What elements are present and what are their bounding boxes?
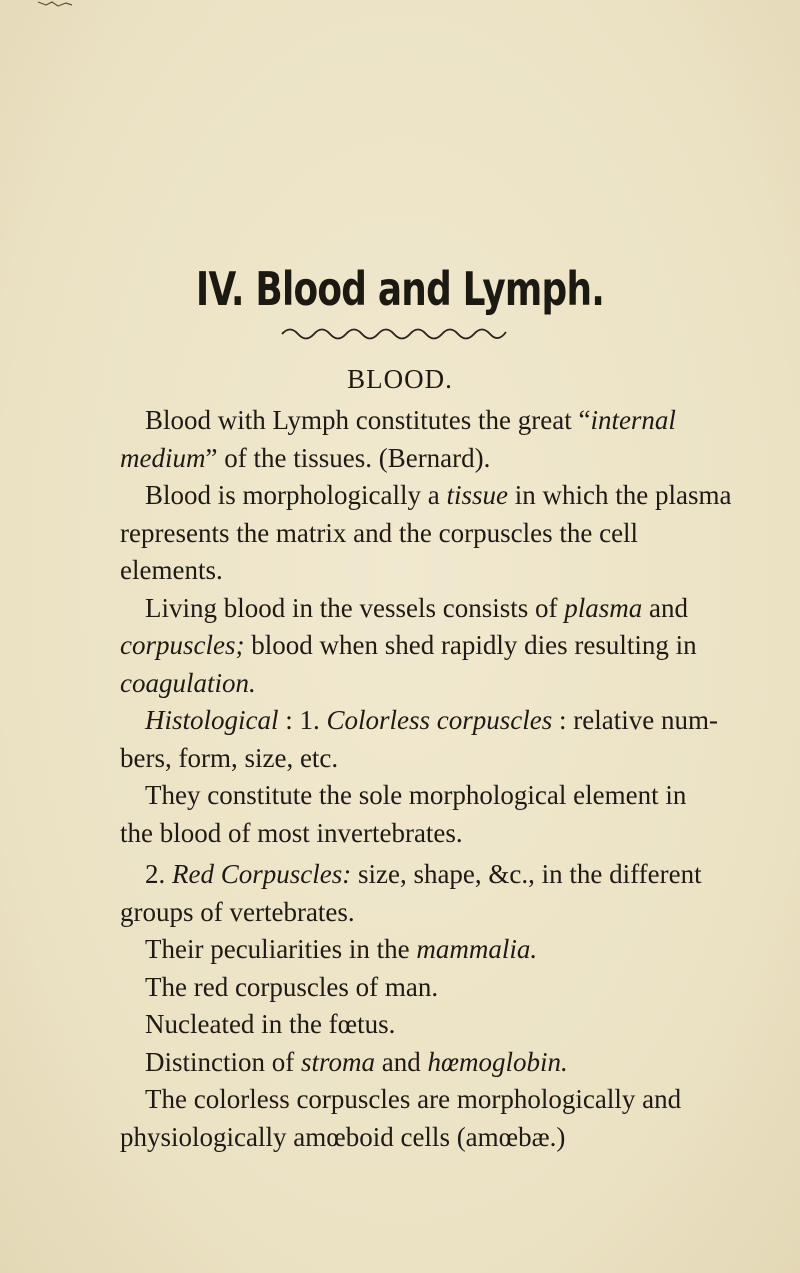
paragraph-4-line-2: bers, form, size, etc. xyxy=(120,742,339,773)
section-heading: BLOOD. xyxy=(347,364,453,394)
italic-run: stroma xyxy=(301,1046,376,1077)
italic-run: mammalia. xyxy=(416,934,538,964)
paragraph-11-line-2: physiologically amœboid cells (amœbæ.) xyxy=(120,1121,566,1152)
text-run: Living blood in the vessels consists of xyxy=(145,592,565,623)
italic-run: Histological xyxy=(145,705,279,735)
paragraph-5-line-1: They constitute the sole morphological element in xyxy=(145,780,687,810)
paragraph-2-line-1 xyxy=(120,477,740,515)
text-run: 2. xyxy=(145,859,172,889)
text-run: : 1. xyxy=(278,705,327,735)
text-run: Blood is morphologically a xyxy=(145,480,447,510)
text-run: ” of the tissues. (Bernard). xyxy=(205,442,491,473)
paragraph-3-line-2 xyxy=(120,627,740,665)
italic-run: Red Corpuscles: xyxy=(172,859,352,889)
italic-run: plasma xyxy=(564,592,643,623)
text-run: : relative num- xyxy=(552,705,718,735)
text-run: Their peculiarities in the xyxy=(145,934,417,964)
paragraph-3-line-1 xyxy=(120,590,740,628)
italic-run: hœmoglobin. xyxy=(427,1046,568,1077)
paragraph-5-line-2: the blood of most invertebrates. xyxy=(120,817,463,848)
text-run: Blood with Lymph constitutes the great “ xyxy=(145,405,591,435)
text-run: and xyxy=(642,592,688,623)
italic-run: tissue xyxy=(446,480,508,510)
paragraph-7-line-1 xyxy=(120,931,740,969)
paragraph-2-line-3: elements. xyxy=(120,555,223,585)
italic-run: Colorless corpuscles xyxy=(326,705,553,735)
paragraph-4-line-1 xyxy=(120,702,740,740)
text-run: and xyxy=(375,1046,428,1077)
italic-run: internal xyxy=(590,405,676,435)
text-run: in which the plasma xyxy=(508,480,732,510)
text-run: size, shape, &c., in the different xyxy=(351,859,702,889)
chapter-title: IV. Blood and Lymph. xyxy=(195,262,605,316)
italic-run: coagulation. xyxy=(120,667,256,698)
paragraph-8-line-1: The red corpuscles of man. xyxy=(145,971,439,1002)
paragraph-2-line-2: represents the matrix and the corpuscles the cell xyxy=(120,517,639,548)
italic-run: corpuscles; xyxy=(120,630,245,660)
text-run: Distinction of xyxy=(145,1046,301,1077)
paragraph-9-line-1: Nucleated in the fœtus. xyxy=(145,1009,396,1039)
paragraph-10-line-1 xyxy=(120,1044,740,1082)
paragraph-1-line-1 xyxy=(120,402,740,440)
page-edge-mark xyxy=(0,0,120,8)
paragraph-1-line-2 xyxy=(120,440,740,478)
paragraph-3-line-3 xyxy=(120,665,740,703)
paragraph-6-line-1 xyxy=(120,856,740,894)
paragraph-6-line-2: groups of vertebrates. xyxy=(120,896,355,927)
body-text xyxy=(120,402,740,1156)
italic-run: medium xyxy=(120,442,206,473)
text-run: blood when shed rapidly dies resulting in xyxy=(244,630,697,660)
wavy-rule-ornament-icon xyxy=(280,322,512,340)
paragraph-11-line-1: The colorless corpuscles are morphologically and xyxy=(145,1084,682,1114)
